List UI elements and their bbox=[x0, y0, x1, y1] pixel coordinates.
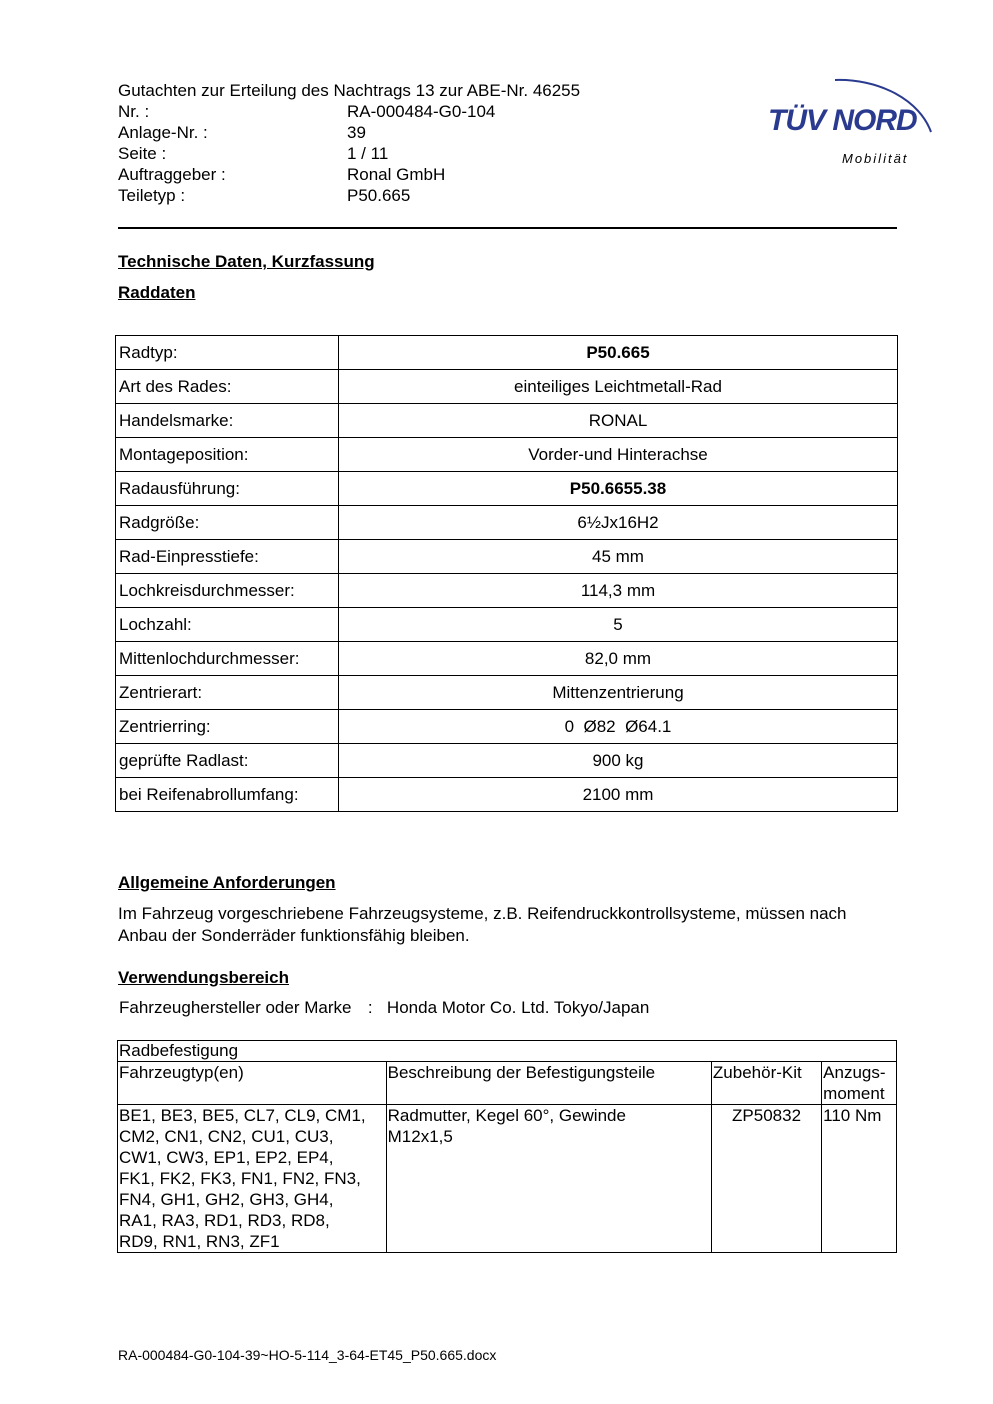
row-value: RONAL bbox=[339, 404, 898, 438]
row-label: Zentrierart: bbox=[116, 676, 339, 710]
table-row bbox=[116, 778, 898, 812]
vehicle-types-line: FK1, FK2, FK3, FN1, FN2, FN3, bbox=[119, 1169, 361, 1188]
table-row bbox=[116, 608, 898, 642]
row-label: Zentrierring: bbox=[116, 710, 339, 744]
manufacturer-line bbox=[119, 998, 649, 1018]
row-value: einteiliges Leichtmetall-Rad bbox=[339, 370, 898, 404]
table-caption: Radbefestigung bbox=[118, 1041, 897, 1062]
tuv-nord-logo bbox=[765, 58, 945, 178]
table-row bbox=[116, 336, 898, 370]
row-label: bei Reifenabrollumfang: bbox=[116, 778, 339, 812]
usage-heading: Verwendungsbereich bbox=[118, 968, 289, 987]
table-row bbox=[116, 744, 898, 778]
table-row bbox=[116, 574, 898, 608]
table-row bbox=[116, 540, 898, 574]
header-key: Seite : bbox=[118, 144, 167, 163]
header-value: RA-000484-G0-104 bbox=[347, 102, 496, 121]
header-value: 1 / 11 bbox=[347, 144, 389, 163]
row-value: P50.6655.38 bbox=[339, 472, 898, 506]
row-value: 900 kg bbox=[339, 744, 898, 778]
header-row-nr bbox=[118, 101, 678, 122]
row-label: Radgröße: bbox=[116, 506, 339, 540]
fastening-description-cell bbox=[386, 1105, 711, 1253]
table-row bbox=[116, 404, 898, 438]
column-header-kit: Zubehör-Kit bbox=[711, 1062, 821, 1105]
row-label: Radtyp: bbox=[116, 336, 339, 370]
table-row bbox=[116, 438, 898, 472]
header-key: Auftraggeber : bbox=[118, 165, 226, 184]
header-torque-line: moment bbox=[823, 1084, 885, 1103]
row-value: 0 Ø82 Ø64.1 bbox=[339, 710, 898, 744]
footer-filename: RA-000484-G0-104-39~HO-5-114_3-64-ET45_P50.665.docx bbox=[118, 1347, 497, 1363]
vehicle-types-line: CW1, CW3, EP1, EP2, EP4, bbox=[119, 1148, 334, 1167]
wheel-data-heading: Raddaten bbox=[118, 283, 196, 302]
row-value: 2100 mm bbox=[339, 778, 898, 812]
report-title: Gutachten zur Erteilung des Nachtrags 13 zur ABE-Nr. 46255 bbox=[118, 81, 581, 100]
row-value: Mittenzentrierung bbox=[339, 676, 898, 710]
header-key: Anlage-Nr. : bbox=[118, 123, 208, 142]
row-label: geprüfte Radlast: bbox=[116, 744, 339, 778]
row-label: Mittenlochdurchmesser: bbox=[116, 642, 339, 676]
row-value: Vorder-und Hinterachse bbox=[339, 438, 898, 472]
row-label: Montageposition: bbox=[116, 438, 339, 472]
header-torque-line: Anzugs- bbox=[823, 1063, 886, 1082]
row-value: 45 mm bbox=[339, 540, 898, 574]
row-label: Lochkreisdurchmesser: bbox=[116, 574, 339, 608]
table-row bbox=[116, 676, 898, 710]
header-value: P50.665 bbox=[347, 186, 411, 205]
row-value: P50.665 bbox=[339, 336, 898, 370]
vehicle-types-cell bbox=[118, 1105, 387, 1253]
vehicle-types-line: BE1, BE3, BE5, CL7, CL9, CM1, bbox=[119, 1106, 366, 1125]
row-value: 114,3 mm bbox=[339, 574, 898, 608]
description-line: Radmutter, Kegel 60°, Gewinde bbox=[387, 1106, 626, 1125]
document-header bbox=[118, 80, 678, 206]
column-header-torque bbox=[822, 1062, 897, 1105]
row-label: Lochzahl: bbox=[116, 608, 339, 642]
vehicle-types-line: CM2, CN1, CN2, CU1, CU3, bbox=[119, 1127, 334, 1146]
vehicle-types-line: FN4, GH1, GH2, GH3, GH4, bbox=[119, 1190, 334, 1209]
header-row-seite bbox=[118, 143, 678, 164]
vehicle-types-line: RA1, RA3, RD1, RD3, RD8, bbox=[119, 1211, 330, 1230]
manufacturer-value: Honda Motor Co. Ltd. Tokyo/Japan bbox=[386, 998, 650, 1017]
row-label: Rad-Einpresstiefe: bbox=[116, 540, 339, 574]
row-value: 82,0 mm bbox=[339, 642, 898, 676]
header-value: Ronal GmbH bbox=[347, 165, 446, 184]
table-row bbox=[116, 472, 898, 506]
header-row-auftraggeber bbox=[118, 164, 678, 185]
description-line: M12x1,5 bbox=[387, 1127, 453, 1146]
header-value: 39 bbox=[347, 123, 366, 142]
wheel-data-table bbox=[115, 335, 898, 812]
logo-brand: TÜV NORD bbox=[768, 104, 917, 137]
vehicle-types-line: RD9, RN1, RN3, ZF1 bbox=[119, 1232, 280, 1251]
logo-subtitle: Mobilität bbox=[842, 151, 909, 166]
wheel-fastening-table bbox=[117, 1040, 897, 1253]
table-header-row bbox=[118, 1062, 897, 1105]
general-requirements-heading: Allgemeine Anforderungen bbox=[118, 873, 336, 892]
table-row bbox=[116, 370, 898, 404]
row-label: Art des Rades: bbox=[116, 370, 339, 404]
table-caption-row bbox=[118, 1041, 897, 1062]
table-row bbox=[118, 1105, 897, 1253]
row-label: Handelsmarke: bbox=[116, 404, 339, 438]
column-header-vehicle-types: Fahrzeugtyp(en) bbox=[118, 1062, 387, 1105]
tech-data-heading: Technische Daten, Kurzfassung bbox=[118, 252, 375, 271]
accessory-kit-cell: ZP50832 bbox=[711, 1105, 821, 1253]
table-row bbox=[116, 710, 898, 744]
row-value: 5 bbox=[339, 608, 898, 642]
header-key: Teiletyp : bbox=[118, 186, 186, 205]
header-row-anlage bbox=[118, 122, 678, 143]
general-requirements-text: Im Fahrzeug vorgeschriebene Fahrzeugsysteme, z.B. Reifendruckkontrollsysteme, müssen nach Anbau der Sonderräder funktionsfähig bleiben. bbox=[118, 904, 847, 945]
column-header-description: Beschreibung der Befestigungsteile bbox=[386, 1062, 711, 1105]
header-divider bbox=[118, 227, 897, 229]
manufacturer-separator: : bbox=[367, 998, 373, 1017]
row-label: Radausführung: bbox=[116, 472, 339, 506]
table-row bbox=[116, 642, 898, 676]
row-value: 6½Jx16H2 bbox=[339, 506, 898, 540]
torque-cell: 110 Nm bbox=[822, 1105, 897, 1253]
header-row-teiletyp bbox=[118, 185, 678, 206]
header-key: Nr. : bbox=[118, 102, 150, 121]
table-row bbox=[116, 506, 898, 540]
manufacturer-label: Fahrzeughersteller oder Marke bbox=[119, 998, 352, 1017]
